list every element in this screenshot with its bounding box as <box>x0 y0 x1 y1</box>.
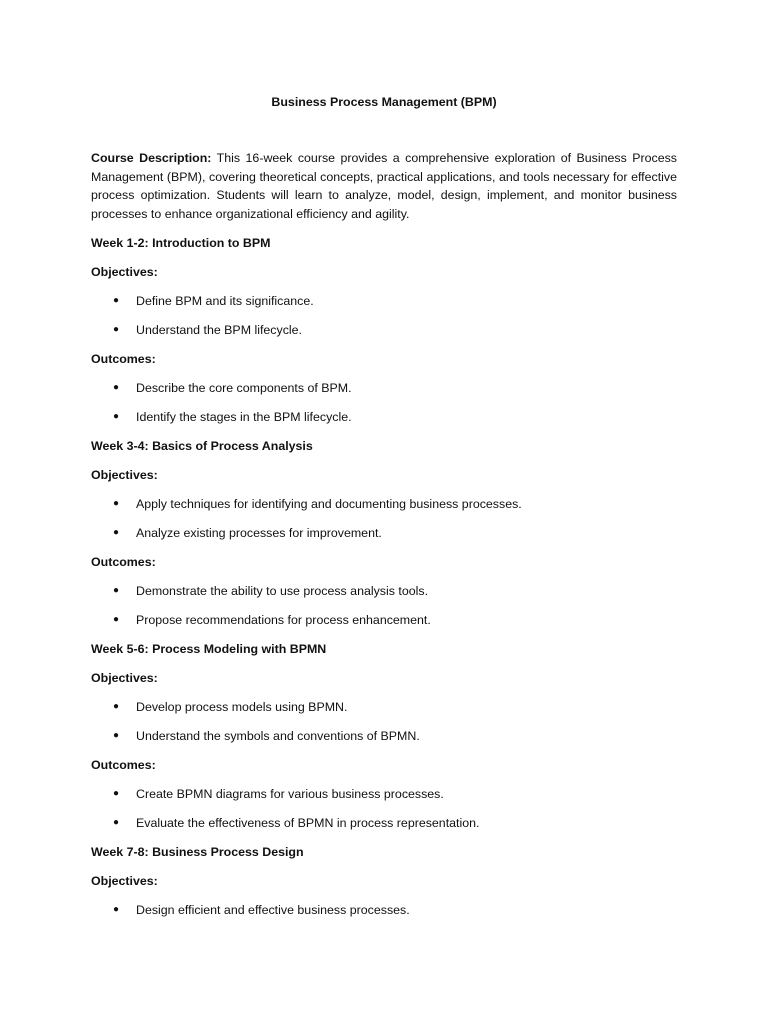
week-section <box>91 640 677 833</box>
list-item-text: Understand the BPM lifecycle. <box>136 322 302 337</box>
outcomes-label: Outcomes: <box>91 757 156 772</box>
objectives-list <box>91 901 677 920</box>
list-item <box>91 814 677 833</box>
bullet-icon: ● <box>113 526 120 538</box>
list-item <box>91 901 677 920</box>
document-title: Business Process Management (BPM) <box>271 95 497 109</box>
list-item-text: Design efficient and effective business processes. <box>136 902 410 917</box>
weeks-container <box>91 234 677 920</box>
list-item <box>91 379 677 398</box>
bullet-icon: ● <box>113 323 120 335</box>
outcomes-label: Outcomes: <box>91 351 156 366</box>
list-item-text: Understand the symbols and conventions of BPMN. <box>136 728 420 743</box>
bullet-icon: ● <box>113 497 120 509</box>
list-item <box>91 727 677 746</box>
list-item-text: Create BPMN diagrams for various business processes. <box>136 786 444 801</box>
list-item <box>91 292 677 311</box>
list-item-text: Identify the stages in the BPM lifecycle. <box>136 409 352 424</box>
list-item <box>91 408 677 427</box>
course-description-label: Course Description: <box>91 151 212 165</box>
week-heading: Week 7-8: Business Process Design <box>91 844 304 859</box>
list-item-text: Describe the core components of BPM. <box>136 380 352 395</box>
list-item <box>91 582 677 601</box>
outcomes-list <box>91 582 677 630</box>
list-item-text: Propose recommendations for process enhancement. <box>136 612 431 627</box>
objectives-label: Objectives: <box>91 264 158 279</box>
objectives-list <box>91 495 677 543</box>
bullet-icon: ● <box>113 294 120 306</box>
bullet-icon: ● <box>113 816 120 828</box>
list-item-text: Analyze existing processes for improvement. <box>136 525 382 540</box>
list-item-text: Apply techniques for identifying and documenting business processes. <box>136 496 522 511</box>
objectives-list <box>91 292 677 340</box>
week-heading: Week 1-2: Introduction to BPM <box>91 235 271 250</box>
bullet-icon: ● <box>113 613 120 625</box>
list-item <box>91 698 677 717</box>
outcomes-list <box>91 379 677 427</box>
week-section <box>91 437 677 630</box>
bullet-icon: ● <box>113 381 120 393</box>
bullet-icon: ● <box>113 584 120 596</box>
list-item-text: Demonstrate the ability to use process analysis tools. <box>136 583 429 598</box>
list-item-text: Define BPM and its significance. <box>136 293 314 308</box>
list-item <box>91 321 677 340</box>
list-item <box>91 524 677 543</box>
outcomes-list <box>91 785 677 833</box>
week-section <box>91 234 677 427</box>
list-item <box>91 785 677 804</box>
objectives-label: Objectives: <box>91 873 158 888</box>
document-content <box>91 93 677 930</box>
bullet-icon: ● <box>113 700 120 712</box>
objectives-label: Objectives: <box>91 467 158 482</box>
bullet-icon: ● <box>113 903 120 915</box>
week-heading: Week 3-4: Basics of Process Analysis <box>91 438 313 453</box>
list-item-text: Develop process models using BPMN. <box>136 699 348 714</box>
objectives-label: Objectives: <box>91 670 158 685</box>
objectives-list <box>91 698 677 746</box>
list-item <box>91 495 677 514</box>
bullet-icon: ● <box>113 787 120 799</box>
list-item <box>91 611 677 630</box>
outcomes-label: Outcomes: <box>91 554 156 569</box>
week-section <box>91 843 677 920</box>
week-heading: Week 5-6: Process Modeling with BPMN <box>91 641 327 656</box>
course-description-text: This 16-week course provides a comprehensive exploration of Business Process Management (BPM), covering theoretical concepts, practical applications, and tools necessary for effective process optimization. Students will learn to analyze, model, design, implement, and monitor business processes to enhance organizational efficiency and agility. <box>91 151 677 222</box>
bullet-icon: ● <box>113 729 120 741</box>
course-description <box>91 149 677 224</box>
list-item-text: Evaluate the effectiveness of BPMN in process representation. <box>136 815 480 830</box>
bullet-icon: ● <box>113 410 120 422</box>
